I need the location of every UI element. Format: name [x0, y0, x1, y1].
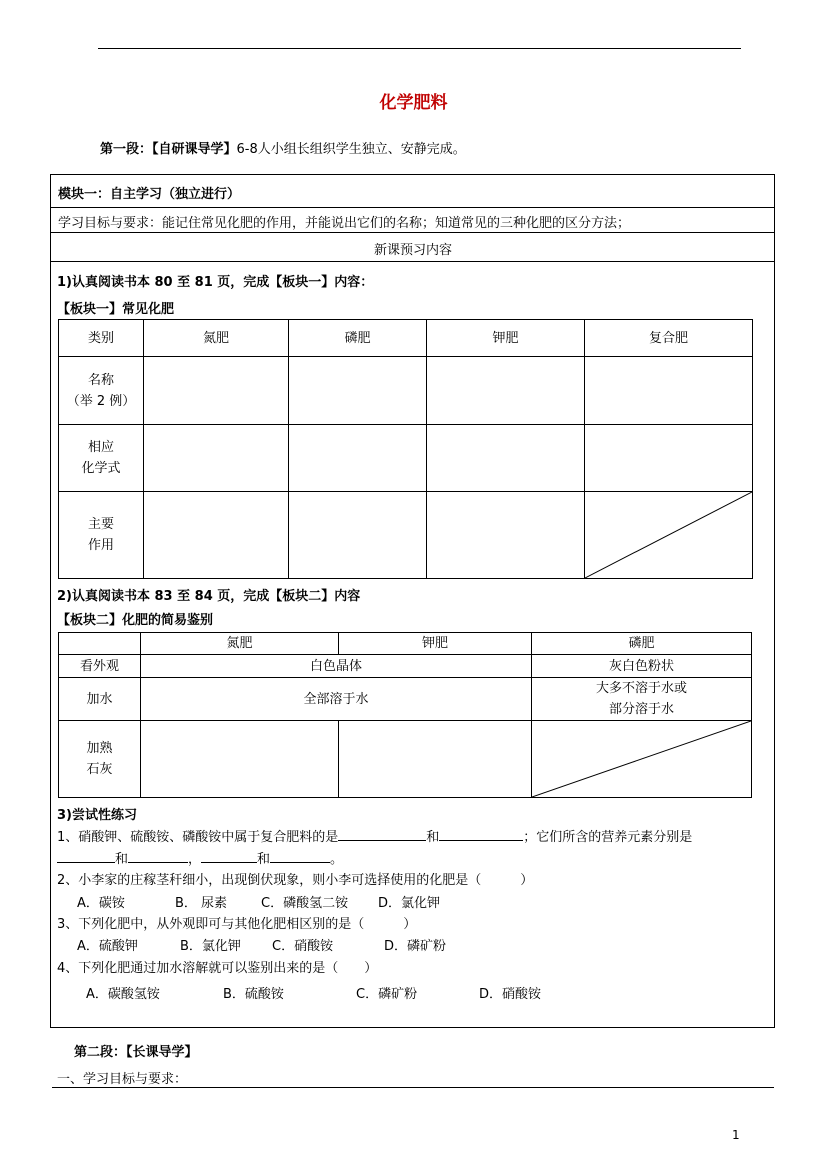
divider — [51, 232, 775, 233]
q4-option-c[interactable]: C．磷矿粉 — [356, 987, 418, 1002]
row-label — [59, 425, 144, 492]
page-number: 1 — [732, 1128, 740, 1142]
answer-cell[interactable] — [585, 425, 753, 492]
question-text: ， — [188, 852, 202, 867]
value-cell — [532, 678, 752, 721]
row-label: 看外观 — [59, 655, 141, 678]
header-cell: 磷肥 — [532, 633, 752, 655]
page-title: 化学肥料 — [379, 93, 448, 113]
q4-option-a[interactable]: A．碳酸氢铵 — [86, 987, 160, 1002]
answer-cell[interactable] — [427, 425, 585, 492]
footer-rule — [52, 1087, 774, 1088]
q2-option-c[interactable]: C．磷酸氢二铵 — [261, 896, 349, 911]
question-text: 和 — [257, 852, 271, 867]
header-rule — [98, 48, 741, 49]
row-label-line: 加熟 — [86, 741, 113, 756]
q3-option-c[interactable]: C．硝酸铵 — [272, 939, 334, 954]
value-line: 部分溶于水 — [608, 702, 674, 717]
header-cell: 复合肥 — [585, 320, 753, 357]
row-label-line: 名称 — [87, 372, 114, 388]
answer-cell[interactable] — [144, 492, 289, 579]
answer-blank[interactable] — [201, 849, 257, 863]
block2-title: 【板块二】化肥的简易鉴别 — [57, 613, 214, 628]
row-label-line: 化学式 — [81, 461, 121, 476]
q4-option-b[interactable]: B．硫酸铵 — [223, 987, 284, 1002]
q3-option-d[interactable]: D．磷矿粉 — [384, 939, 447, 954]
q3-option-a[interactable]: A．硫酸钾 — [77, 939, 138, 954]
block1-title: 【板块一】常见化肥 — [57, 302, 175, 317]
row-label-line: 主要 — [87, 517, 114, 532]
question-text: 和 — [426, 830, 440, 845]
q3-option-b[interactable]: B．氯化钾 — [180, 939, 241, 954]
row-label — [59, 492, 144, 579]
stage2-label: 第二段：【长课导学】 — [74, 1045, 198, 1060]
stage1-label: 第一段：【自研课导学】 — [100, 142, 237, 157]
question-text: 1、硝酸钾、硫酸铵、磷酸铵中属于复合肥料的是 — [57, 830, 339, 845]
row-label — [59, 721, 141, 798]
answer-cell[interactable] — [144, 425, 289, 492]
crossed-cell — [532, 721, 752, 798]
answer-cell[interactable] — [289, 425, 427, 492]
question-1-continued — [57, 848, 343, 867]
question-text: ；它们所含的营养元素分别是 — [523, 830, 693, 845]
row-label-line: （举 2 例） — [66, 393, 136, 409]
q2-option-b[interactable]: B． 尿素 — [175, 896, 228, 911]
header-cell: 氮肥 — [141, 633, 339, 655]
answer-cell[interactable] — [585, 357, 753, 425]
question-text: 和 — [115, 852, 129, 867]
answer-cell[interactable] — [141, 721, 339, 798]
answer-blank[interactable] — [439, 827, 523, 841]
answer-blank[interactable] — [128, 849, 188, 863]
answer-cell[interactable] — [339, 721, 532, 798]
value-line: 大多不溶于水或 — [595, 681, 687, 696]
header-cell: 钾肥 — [427, 320, 585, 357]
task3-heading: 3)尝试性练习 — [57, 808, 137, 823]
answer-cell[interactable] — [427, 492, 585, 579]
header-cell: 类别 — [59, 320, 144, 357]
question-2: 2、小李家的庄稼茎秆细小，出现倒伏现象，则小李可选择使用的化肥是（ ） — [57, 873, 534, 888]
diagonal-line — [532, 721, 751, 797]
task2-instruction: 2)认真阅读书本 83 至 84 页，完成【板块二】内容 — [57, 589, 361, 604]
crossed-cell — [585, 492, 753, 579]
header-cell — [59, 633, 141, 655]
identification-table — [58, 632, 752, 798]
question-text: 。 — [330, 852, 344, 867]
divider — [51, 207, 775, 208]
value-cell: 灰白色粉状 — [532, 655, 752, 678]
header-cell: 氮肥 — [144, 320, 289, 357]
header-cell: 磷肥 — [289, 320, 427, 357]
stage1-line — [100, 138, 466, 157]
row-label-line: 石灰 — [86, 762, 113, 777]
q2-option-d[interactable]: D．氯化钾 — [378, 896, 441, 911]
answer-cell[interactable] — [289, 357, 427, 425]
task1-instruction: 1)认真阅读书本 80 至 81 页，完成【板块一】内容： — [57, 275, 374, 290]
module1-heading: 模块一：自主学习（独立进行） — [58, 187, 241, 202]
row-label: 加水 — [59, 678, 141, 721]
answer-cell[interactable] — [144, 357, 289, 425]
common-fertilizer-table — [58, 319, 753, 579]
answer-cell[interactable] — [289, 492, 427, 579]
divider — [51, 261, 775, 262]
preview-title: 新课预习内容 — [373, 243, 452, 258]
diagonal-line — [585, 492, 752, 578]
answer-blank[interactable] — [338, 827, 426, 841]
answer-cell[interactable] — [427, 357, 585, 425]
row-label — [59, 357, 144, 425]
row-label-line: 作用 — [87, 538, 114, 553]
shared-cell: 白色晶体 — [141, 655, 532, 678]
module1-goals: 学习目标与要求：能记住常见化肥的作用，并能说出它们的名称；知道常见的三种化肥的区分方法； — [58, 216, 631, 231]
question-1 — [57, 826, 692, 845]
question-3: 3、下列化肥中，从外观即可与其他化肥相区别的是（ ） — [57, 917, 417, 932]
header-cell: 钾肥 — [339, 633, 532, 655]
q4-option-d[interactable]: D．硝酸铵 — [479, 987, 542, 1002]
answer-blank[interactable] — [57, 849, 115, 863]
q2-option-a[interactable]: A．碳铵 — [77, 896, 125, 911]
row-label-line: 相应 — [87, 440, 114, 455]
answer-blank[interactable] — [270, 849, 330, 863]
question-4: 4、下列化肥通过加水溶解就可以鉴别出来的是（ ） — [57, 961, 378, 976]
stage2-goals: 一、学习目标与要求： — [57, 1072, 188, 1087]
stage1-text: 6-8人小组长组织学生独立、安静完成。 — [236, 142, 466, 157]
shared-cell: 全部溶于水 — [141, 678, 532, 721]
